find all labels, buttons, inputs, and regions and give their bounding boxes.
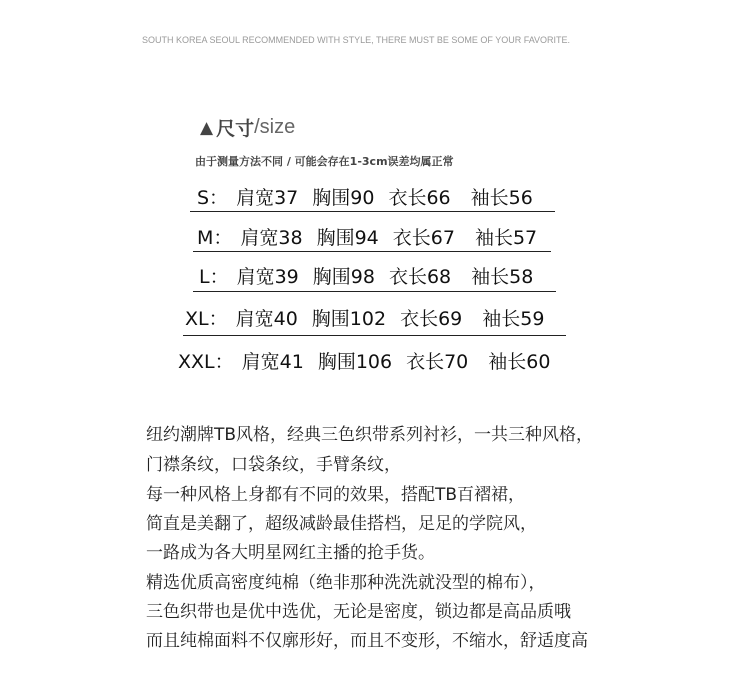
- length-value: 衣长67: [392, 227, 455, 249]
- chest-value: 胸围98: [312, 266, 375, 288]
- sleeve-value: 袖长60: [488, 351, 551, 373]
- row-divider: [193, 291, 556, 292]
- description-line: 门襟条纹，口袋条纹，手臂条纹，: [146, 455, 401, 475]
- size-label: S：: [197, 187, 229, 209]
- description-line: 精选优质高密度纯棉（绝非那种洗洗就没型的棉布），: [146, 573, 546, 593]
- sleeve-value: 袖长57: [474, 227, 538, 249]
- description-line: 每一种风格上身都有不同的效果，搭配TB百褶裙，: [146, 485, 526, 505]
- chest-value: 胸围94: [316, 227, 379, 249]
- size-label: XXL：: [178, 351, 234, 373]
- size-label: L：: [199, 266, 229, 288]
- row-divider: [183, 335, 566, 336]
- row-divider: [190, 211, 555, 212]
- length-value: 衣长69: [400, 308, 463, 330]
- description-line: 三色织带也是优中选优，无论是密度，锁边都是高品质哦: [146, 602, 571, 622]
- chest-value: 胸围90: [312, 187, 375, 209]
- length-value: 衣长70: [406, 351, 469, 373]
- length-value: 衣长66: [388, 187, 451, 209]
- row-divider: [193, 251, 551, 252]
- description-line: 一路成为各大明星网红主播的抢手货。: [146, 543, 435, 563]
- size-heading: [200, 114, 295, 141]
- size-title-en: /size: [254, 116, 296, 138]
- tagline: SOUTH KOREA SEOUL RECOMMENDED WITH STYLE, THERE MUST BE SOME OF YOUR FAVORITE.: [141, 35, 571, 45]
- chest-value: 胸围106: [317, 351, 393, 373]
- description-line: 纽约潮牌TB风格，经典三色织带系列衬衫，一共三种风格，: [146, 425, 594, 445]
- description-line: 简直是美翻了，超级减龄最佳搭档，足足的学院风，: [146, 514, 537, 534]
- size-row-l: [199, 262, 533, 289]
- sleeve-value: 袖长59: [482, 308, 545, 330]
- size-label: M：: [197, 227, 233, 249]
- shoulder-value: 肩宽41: [241, 351, 304, 373]
- shoulder-value: 肩宽40: [235, 308, 298, 330]
- description-line: 而且纯棉面料不仅廓形好，而且不变形，不缩水，舒适度高: [146, 631, 588, 651]
- triangle-icon: ▲: [200, 117, 214, 138]
- shoulder-value: 肩宽38: [240, 227, 303, 249]
- size-row-xl: [185, 304, 544, 331]
- size-row-s: [197, 183, 533, 210]
- size-row-m: [197, 223, 537, 250]
- length-value: 衣长68: [388, 266, 452, 288]
- sleeve-value: 袖长56: [470, 187, 533, 209]
- chest-value: 胸围102: [311, 308, 387, 330]
- size-title-cn: 尺寸: [216, 118, 255, 140]
- size-label: XL：: [185, 308, 228, 330]
- sleeve-value: 袖长58: [471, 266, 534, 288]
- shoulder-value: 肩宽37: [236, 187, 299, 209]
- measurement-note: 由于测量方法不同 / 可能会存在1-3cm误差均属正常: [195, 155, 454, 168]
- size-row-xxl: [178, 347, 550, 374]
- shoulder-value: 肩宽39: [236, 266, 299, 288]
